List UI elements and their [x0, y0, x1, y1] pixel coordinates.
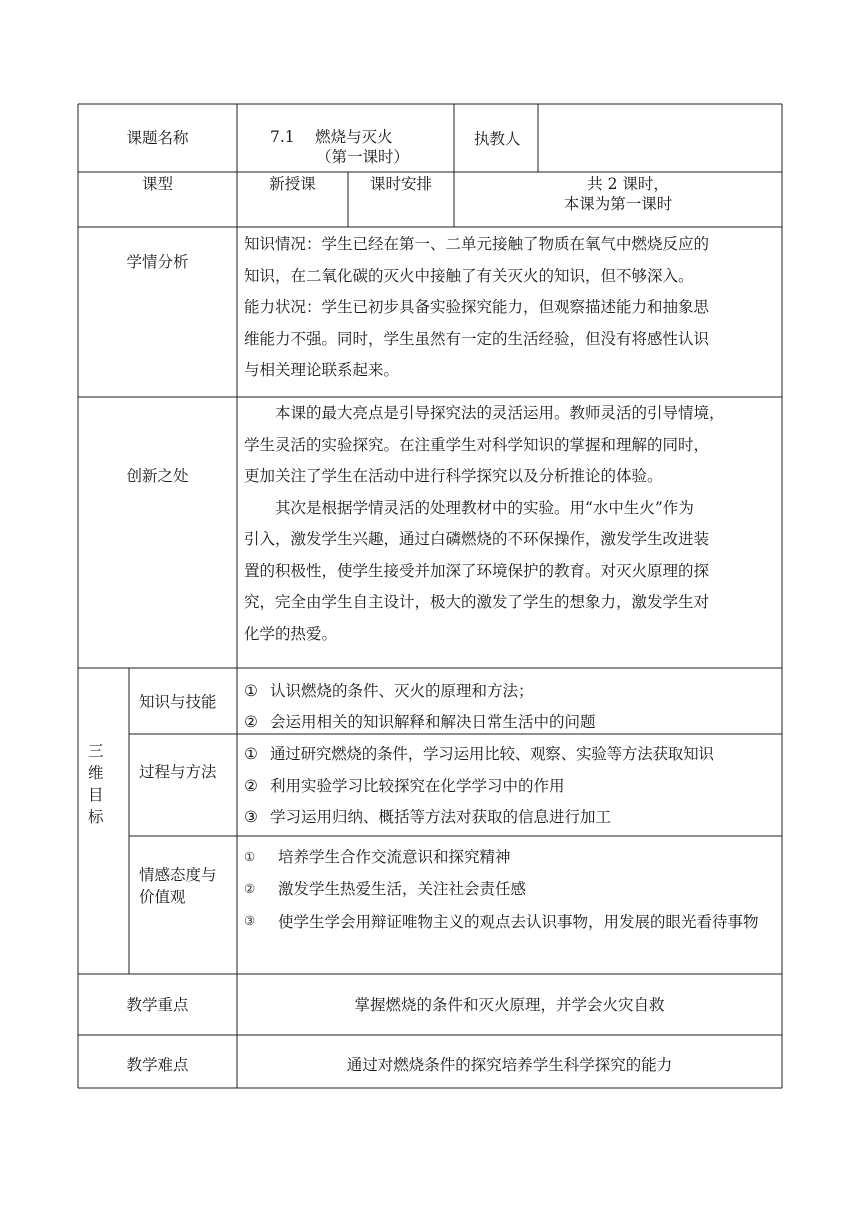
knowledge-list	[244, 676, 782, 738]
list-item	[244, 739, 782, 771]
list-item	[244, 802, 782, 834]
schedule-label: 课时安排	[369, 175, 432, 193]
difficulty-value: 通过对燃烧条件的探究培养学生科学探究的能力	[346, 1055, 673, 1074]
item-text: 学习运用归纳、概括等方法对获取的信息进行加工	[270, 808, 612, 826]
process-label: 过程与方法	[139, 763, 217, 781]
analysis-line: 能力状况：学生已初步具备实验探究能力，但观察描述能力和抽象思	[244, 298, 710, 316]
innovation-line: 学生灵活的实验探究。在注重学生对科学知识的掌握和理解的同时，	[244, 435, 710, 454]
difficulty-label: 教学难点	[126, 1055, 189, 1074]
attitude-label	[139, 864, 237, 908]
item-text: 认识燃烧的条件、灭火的原理和方法；	[270, 682, 534, 700]
item-text: 会运用相关的知识解释和解决日常生活中的问题	[270, 713, 596, 731]
innovation-line: 化学的热爱。	[244, 624, 338, 643]
innovation-line: 本课的最大亮点是引导探究法的灵活运用。教师灵活的引导情境，	[275, 404, 725, 422]
goals-label	[78, 740, 129, 828]
analysis-text	[244, 229, 782, 387]
item-number: ①	[244, 745, 258, 763]
analysis-label: 学情分析	[126, 253, 189, 271]
schedule-line-2: 本课为第一课时	[563, 195, 673, 213]
innovation-label: 创新之处	[126, 467, 189, 485]
innovation-line: 更加关注了学生在活动中进行科学探究以及分析推论的体验。	[244, 467, 663, 485]
item-number: ①	[244, 682, 258, 700]
list-item	[244, 874, 782, 904]
lesson-title-sub: （第一课时）	[316, 148, 410, 166]
list-item	[244, 676, 782, 707]
keypoint-label: 教学重点	[126, 995, 189, 1014]
item-text: 使学生学会用辩证唯物主义的观点去认识事物，用发展的眼光看待事物	[278, 913, 759, 931]
item-number: ②	[244, 881, 256, 896]
keypoint-value: 掌握燃烧的条件和灭火原理，并学会火灾自救	[354, 995, 665, 1014]
innovation-text	[244, 398, 782, 650]
lesson-title	[237, 127, 454, 171]
knowledge-label: 知识与技能	[139, 693, 217, 711]
attitude-list	[244, 842, 782, 938]
item-number: ②	[244, 713, 258, 731]
innovation-line: 引入，激发学生兴趣，通过白磷燃烧的不环保操作，激发学生改进装	[244, 530, 710, 548]
list-item	[244, 842, 782, 872]
item-text: 通过研究燃烧的条件，学习运用比较、观察、实验等方法获取知识	[270, 745, 714, 763]
title-label: 课题名称	[126, 129, 189, 147]
type-value: 新授课	[269, 175, 316, 193]
goals-label-char: 标	[88, 808, 104, 826]
item-text: 利用实验学习比较探究在化学学习中的作用	[270, 776, 565, 795]
innovation-line: 其次是根据学情灵活的处理教材中的实验。用“水中生火”作为	[275, 498, 694, 517]
innovation-line: 置的积极性，使学生接受并加深了环境保护的教育。对灭火原理的探	[244, 561, 710, 580]
analysis-line: 维能力不强。同时，学生虽然有一定的生活经验，但没有将感性认识	[244, 329, 710, 348]
schedule-value	[454, 174, 782, 214]
list-item	[244, 707, 782, 738]
analysis-line: 知识，在二氧化碳的灭火中接触了有关灭火的知识，但不够深入。	[244, 266, 694, 285]
analysis-line: 与相关理论联系起来。	[244, 361, 400, 379]
schedule-line-1: 共 2 课时，	[587, 175, 669, 193]
type-label: 课型	[141, 175, 173, 193]
attitude-label-line-1: 情感态度与	[139, 866, 217, 884]
process-list	[244, 739, 782, 834]
item-number: ③	[244, 808, 258, 826]
item-number: ②	[244, 776, 258, 795]
teacher-label: 执教人	[474, 130, 521, 148]
goals-label-char: 三	[88, 742, 104, 760]
list-item	[244, 771, 782, 803]
item-number: ①	[244, 849, 256, 864]
goals-label-char: 目	[88, 786, 104, 804]
list-item	[244, 906, 782, 938]
attitude-label-line-2: 价值观	[139, 888, 186, 906]
item-number: ③	[244, 913, 256, 928]
item-text: 培养学生合作交流意识和探究精神	[278, 848, 511, 866]
teacher-value	[538, 104, 782, 172]
goals-label-char: 维	[88, 764, 104, 782]
item-text: 激发学生热爱生活，关注社会责任感	[278, 880, 527, 898]
analysis-line: 知识情况：学生已经在第一、二单元接触了物质在氧气中燃烧反应的	[244, 235, 710, 253]
lesson-title-main: 7.1 燃烧与灭火	[270, 128, 393, 146]
innovation-line: 究，完全由学生自主设计，极大的激发了学生的想象力，激发学生对	[244, 593, 710, 611]
